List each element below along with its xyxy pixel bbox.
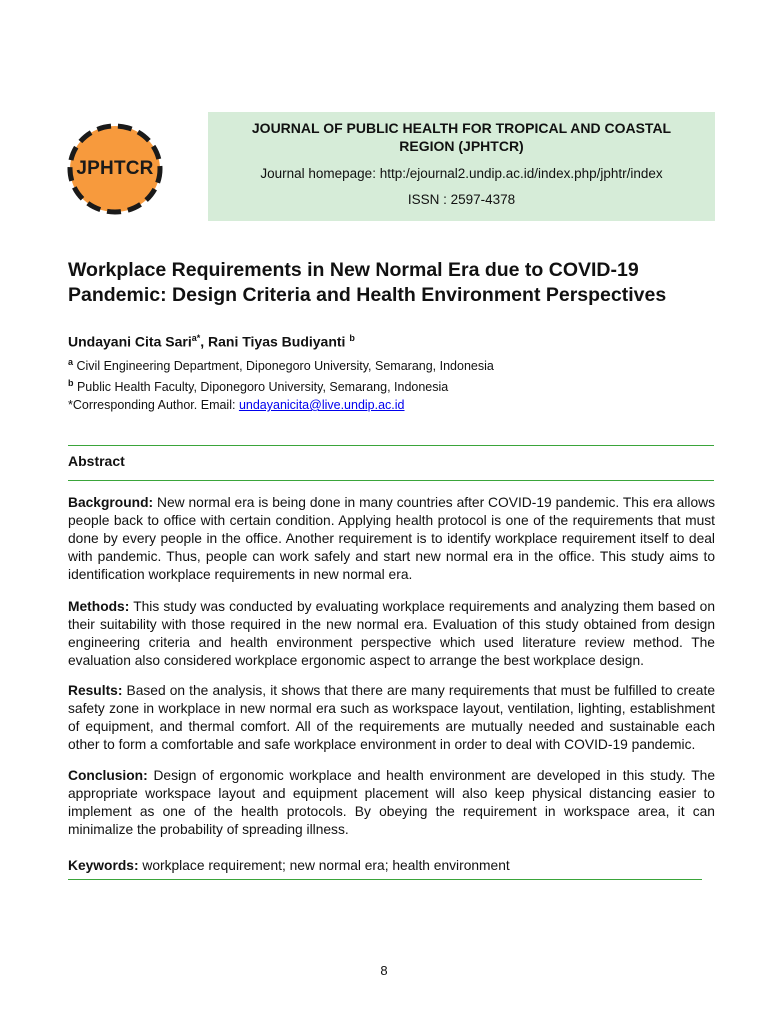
affiliation-b — [68, 378, 448, 394]
divider-abstract — [68, 480, 714, 481]
author-1-superscript: a* — [191, 333, 201, 343]
journal-header-box — [208, 112, 715, 221]
background-label: Background: — [68, 495, 154, 510]
affiliation-b-text: Public Health Faculty, Diponegoro University, Semarang, Indonesia — [73, 380, 449, 395]
author-2-superscript: b — [349, 333, 355, 343]
author-1: Undayani Cita Sari — [68, 333, 192, 350]
conclusion-label: Conclusion: — [68, 768, 148, 783]
divider-bottom — [68, 879, 702, 880]
abstract-results — [68, 682, 715, 754]
keywords-label: Keywords: — [68, 858, 139, 873]
abstract-methods — [68, 598, 715, 670]
corresponding-email-link[interactable]: undayanicita@live.undip.ac.id — [238, 398, 405, 412]
paper-title: Workplace Requirements in New Normal Era due to COVID-19 Pandemic: Design Criteria and Health Environment Perspectives — [68, 259, 667, 306]
divider-top — [68, 445, 714, 446]
methods-label: Methods: — [68, 599, 130, 614]
journal-title: JOURNAL OF PUBLIC HEALTH FOR TROPICAL AND COASTAL REGION (JPHTCR) — [251, 120, 672, 154]
logo-text: JPHTCR — [76, 158, 154, 179]
results-label: Results: — [68, 683, 123, 698]
affiliation-a-mark: a — [68, 357, 74, 367]
abstract-background — [68, 494, 715, 584]
corresponding-label: *Corresponding Author. Email: — [68, 398, 239, 412]
affiliation-b-mark: b — [68, 378, 74, 388]
journal-homepage: Journal homepage: http:/ejournal2.undip.ac.id/index.php/jphtr/index — [260, 166, 663, 181]
results-text: Based on the analysis, it shows that there are many requirements that must be fulfilled to create safety zone in workplace in new normal era such as workspace layout, ventilation, lighting, establishment of equipment, and thermal comfort. All of the requirements are mutually needed and sustainable each other to form a comfortable and safe workplace environment in order to deal with COVID-19 pandemic. — [68, 683, 715, 752]
abstract-conclusion — [68, 767, 715, 839]
keywords — [68, 857, 715, 875]
page-number: 8 — [380, 963, 388, 978]
author-2: Rani Tiyas Budiyanti — [208, 333, 350, 350]
author-list — [68, 333, 355, 350]
methods-text: This study was conducted by evaluating workplace requirements and analyzing them based on their suitability with those required in the new normal era. Evaluation of this study obtained from design engineering criteria and health environment perspective which used literature review method. The evaluation also considered workplace ergonomic aspect to arrange the best workplace design. — [68, 599, 715, 668]
author-separator: , — [200, 333, 208, 350]
abstract-heading: Abstract — [68, 453, 125, 469]
keywords-text: workplace requirement; new normal era; health environment — [138, 858, 510, 873]
affiliation-a — [68, 357, 494, 373]
journal-logo — [66, 122, 164, 216]
conclusion-text: Design of ergonomic workplace and health environment are developed in this study. The appropriate workspace layout and equipment placement will also keep physical distancing easier to implement as one of the health protocols. By obeying the requirement in workspace area, it can minimalize the probability of spreading illness. — [68, 768, 715, 837]
background-text: New normal era is being done in many countries after COVID-19 pandemic. This era allows people back to office with certain condition. Applying health protocol is one of the requirements that must done by every people in the office. Another requirement is to identify workplace requirement itself to deal with pandemic. Thus, people can work safely and start new normal era in the office. This study aims to identification workplace requirements in new normal era. — [68, 495, 715, 582]
affiliation-a-text: Civil Engineering Department, Diponegoro University, Semarang, Indonesia — [73, 359, 494, 374]
journal-issn: ISSN : 2597-4378 — [407, 192, 516, 207]
corresponding-author — [68, 398, 405, 412]
